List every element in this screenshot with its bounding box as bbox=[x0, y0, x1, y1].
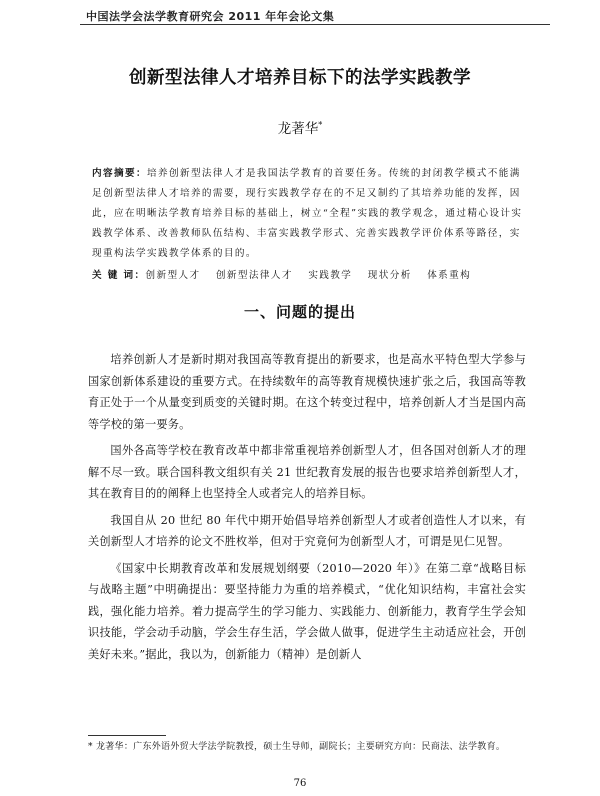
keyword-item: 现状分析 bbox=[367, 270, 412, 281]
body-paragraph: 国外各高等学校在教育改革中都非常重视培养创新型人才，但各国对创新人才的理解不尽一致。联合国科教文组织有关 21 世纪教育发展的报告也要求培养创新型人才，其在教育目的的阐释上也坚持全人或者完人的培养目标。 bbox=[88, 444, 526, 500]
paper-title: 创新型法律人才培养目标下的法学实践教学 bbox=[129, 68, 471, 88]
section-heading: 一、问题的提出 bbox=[243, 303, 356, 321]
body-paragraph: 《国家中长期教育改革和发展规划纲要（2010—2020 年）》在第二章“战略目标与战略主题”中明确提出：要坚持能力为重的培养模式，“优化知识结构，丰富社会实践，强化能力培养。着力提高学生的学习能力、实践能力、创新能力，教育学生学会知识技能，学会动手动脑，学会生存生活，学会做人做事，促进学生主动适应社会，开创美好未来。”据此，我以为，创新能力（精神）是创新人 bbox=[88, 561, 526, 661]
keyword-item: 体系重构 bbox=[427, 270, 472, 281]
keywords bbox=[92, 266, 532, 286]
page-number: 76 bbox=[293, 778, 307, 789]
abstract bbox=[92, 164, 524, 264]
author-footnote-mark: * bbox=[318, 120, 323, 130]
abstract-text: 培养创新型法律人才是我国法学教育的首要任务。传统的封闭教学模式不能满足创新型法律人才培养的需要，现行实践教学存在的不足又制约了其培养功能的发挥，因此，应在明晰法学教育培养目标的基础上，树立“全程”实践的教学观念，通过精心设计实践教学体系、改善教师队伍结构、丰富实践教学形式、完善实践教学评价体系等路径，实现重构法学实践教学体系的目的。 bbox=[92, 168, 523, 259]
author-line bbox=[60, 117, 540, 137]
running-head: 中国法学会法学教育研究会 2011 年年会论文集 bbox=[86, 10, 335, 23]
footnote-rule bbox=[88, 735, 166, 736]
author-name: 龙著华 bbox=[277, 121, 319, 137]
keyword-item: 创新型人才 bbox=[145, 270, 201, 281]
body-paragraph: 我国自从 20 世纪 80 年代中期开始倡导培养创新型人才或者创造性人才以来，有关创新型人才培养的论文不胜枚举，但对于究竟何为创新型人才，可谓是见仁见智。 bbox=[88, 513, 526, 548]
body-paragraph: 培养创新人才是新时期对我国高等教育提出的新要求，也是高水平特色型大学参与国家创新体系建设的重要方式。在持续数年的高等教育规模快速扩张之后，我国高等教育正处于一个从量变到质变的关键时期。在这个转变过程中，培养创新人才当是国内高等学校的第一要务。 bbox=[88, 353, 526, 431]
keywords-label: 关 键 词： bbox=[92, 270, 146, 281]
keyword-item: 实践教学 bbox=[308, 270, 353, 281]
abstract-label: 内容摘要： bbox=[92, 168, 147, 179]
keyword-item: 创新型法律人才 bbox=[215, 270, 293, 281]
body-text bbox=[88, 349, 526, 670]
header-rule bbox=[80, 24, 550, 25]
footnote: * 龙著华：广东外语外贸大学法学院教授，硕士生导师，副院长；主要研究方向：民商法、法学教育。 bbox=[88, 742, 506, 752]
